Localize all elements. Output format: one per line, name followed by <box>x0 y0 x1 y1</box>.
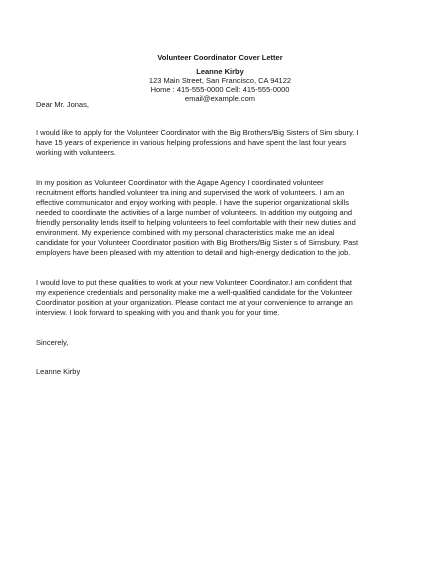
closing: Sincerely, <box>36 338 69 347</box>
salutation: Dear Mr. Jonas, <box>36 100 89 109</box>
paragraph-2 <box>36 178 406 258</box>
paragraph-line: recruitment efforts handled volunteer tra ining and supervised the work of volunteers. I am an <box>36 188 345 197</box>
paragraph-line: my experience credentials and personality make me a well-qualified candidate for the Volunteer <box>36 288 353 297</box>
paragraph-line: I would love to put these qualities to work at your new Volunteer Coordinator.I am confident that <box>36 278 353 287</box>
document-title: Volunteer Coordinator Cover Letter <box>157 53 283 62</box>
paragraph-line: In my position as Volunteer Coordinator with the Agape Agency I coordinated volunteer <box>36 178 324 187</box>
sender-address: 123 Main Street, San Francisco, CA 94122 <box>148 76 292 85</box>
sender-email: email@example.com <box>184 94 256 103</box>
paragraph-line: Coordinator position at your organization. Please contact me at your convenience to arrange an <box>36 298 353 307</box>
paragraph-line: interview. I look forward to speaking with you and thank you for your time. <box>36 308 280 317</box>
sender-name: Leanne Kirby <box>196 67 244 76</box>
paragraph-line: working with volunteers. <box>36 148 117 157</box>
paragraph-line: candidate for your Volunteer Coordinator position with Big Brothers/Big Sister s of Simsbury. Past <box>36 238 359 247</box>
sender-phones: Home : 415-555-0000 Cell: 415-555-0000 <box>150 85 290 94</box>
sender-block <box>0 67 440 103</box>
signature-name: Leanne Kirby <box>36 367 81 376</box>
paragraph-line: have 15 years of experience in various helping professions and have spent the last four years <box>36 138 347 147</box>
paragraph-line: I would like to apply for the Volunteer Coordinator with the Big Brothers/Big Sisters of Sim sbury. I <box>36 128 359 137</box>
paragraph-line: employers have been pleased with my attention to detail and high-energy dedication to the job. <box>36 248 351 257</box>
paragraph-line: needed to coordinate the activities of a large number of volunteers. In addition my outgoing and <box>36 208 353 217</box>
paragraph-1 <box>36 128 406 158</box>
paragraph-line: effective communicator and enjoy working with people. I have the superior organizational skills <box>36 198 349 207</box>
paragraph-line: environment. My experience combined with my personal characteristics make me an ideal <box>36 228 335 237</box>
paragraph-3 <box>36 278 406 318</box>
paragraph-line: friendly personality lends itself to helping volunteers to feel comfortable with their new duties and <box>36 218 356 227</box>
